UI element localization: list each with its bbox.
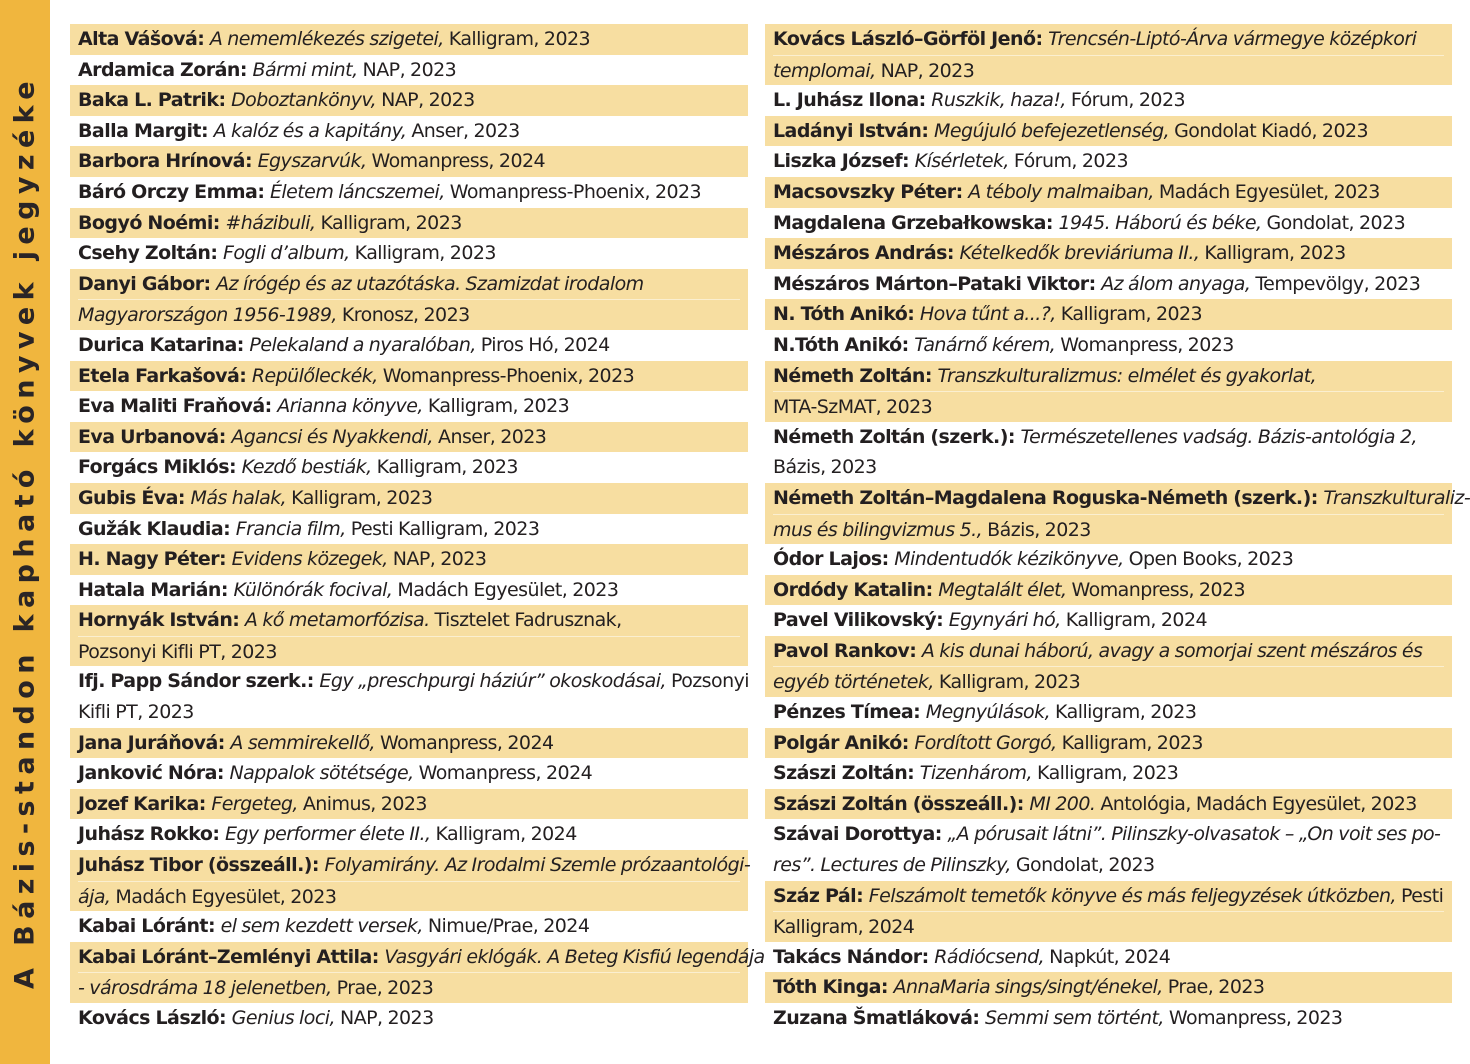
entry-line <box>78 483 740 514</box>
entry-title: - városdráma 18 jelenetben, <box>78 977 332 1000</box>
book-entry <box>765 942 1452 973</box>
entry-title: Az írógép és az utazótáska. Szamizdat irodalom <box>216 272 644 295</box>
book-entry <box>70 666 748 727</box>
entry-line <box>78 728 740 759</box>
entry-title: Egyszarvúk, <box>257 150 367 173</box>
book-entry <box>765 575 1452 606</box>
book-entry <box>70 177 748 208</box>
book-entry <box>765 361 1452 422</box>
book-entry <box>765 636 1452 697</box>
entry-author: Németh Zoltán–Magdalena Roguska-Németh (szerk.): <box>773 486 1324 509</box>
entry-author: Pavel Vilikovský: <box>773 609 949 632</box>
entry-author: Macsovszky Péter: <box>773 180 969 203</box>
entry-line <box>773 55 1444 86</box>
entry-publisher: NAP, 2023 <box>387 548 487 571</box>
entry-publisher: Anser, 2023 <box>406 119 520 142</box>
entry-author: Janković Nóra: <box>78 762 230 785</box>
entry-title: res”. Lectures de Pilinszky, <box>773 854 1011 877</box>
entry-title: Evidens közegek, <box>231 548 388 571</box>
entry-line <box>78 146 740 177</box>
entry-title: templomai, <box>773 59 876 82</box>
entry-title: Megtalált élet, <box>938 578 1067 601</box>
entry-publisher: Womanpress, 2023 <box>1055 333 1234 356</box>
entry-publisher: Kifli PT, 2023 <box>78 701 194 724</box>
book-entry <box>765 269 1452 300</box>
entry-author: Szászi Zoltán (összeáll.): <box>773 792 1030 815</box>
entry-line <box>773 697 1444 728</box>
entry-line <box>773 452 1444 483</box>
entry-line <box>773 238 1444 269</box>
book-entry <box>70 55 748 86</box>
entry-title: Egynyári hó, <box>948 609 1061 632</box>
entry-line <box>78 514 740 545</box>
entry-line <box>78 666 750 697</box>
entry-title: Felszámolt temetők könyve és más feljegyzések útközben, <box>868 884 1396 907</box>
entry-title: Tanárnő kérem, <box>914 333 1056 356</box>
entry-line <box>78 238 740 269</box>
entry-title: Kételkedők breviáriuma II., <box>959 242 1200 265</box>
entry-title: Fordított Gorgó, <box>914 731 1057 754</box>
entry-title: Nappalok sötétsége, <box>229 762 414 785</box>
entry-author: Liszka József: <box>773 150 915 173</box>
entry-line <box>773 299 1444 330</box>
entry-author: Mészáros András: <box>773 242 960 265</box>
entry-author: L. Juhász Ilona: <box>773 89 932 112</box>
book-entry <box>70 605 748 666</box>
book-entry <box>765 299 1452 330</box>
entry-author: Szászi Zoltán: <box>773 762 920 785</box>
entry-publisher: Fórum, 2023 <box>1008 150 1129 173</box>
book-entry <box>765 819 1452 880</box>
entry-title: Semmi sem történt, <box>985 1007 1164 1029</box>
entry-line <box>773 116 1444 147</box>
entry-line <box>78 330 740 361</box>
entry-title: A semmirekellő, <box>230 731 375 754</box>
entry-line <box>78 942 765 973</box>
entry-author: Hornyák István: <box>78 609 245 632</box>
entry-author: Németh Zoltán: <box>773 364 938 387</box>
book-entry <box>70 483 748 514</box>
entry-publisher: Kalligram, 2024 <box>1060 609 1208 632</box>
entry-publisher: Kalligram, 2023 <box>1199 242 1346 265</box>
entry-title: Az álom anyaga, <box>1101 272 1251 295</box>
entry-publisher: Tempevölgy, 2023 <box>1250 272 1421 295</box>
entry-title: Megújuló befejezetlenség, <box>934 119 1170 142</box>
entry-line <box>78 55 740 86</box>
entry-line <box>78 789 740 820</box>
entry-publisher: Pesti Kalligram, 2023 <box>345 517 540 540</box>
entry-line <box>773 575 1444 606</box>
entry-publisher: Kalligram, 2023 <box>286 486 433 509</box>
entry-author: Alta Vášová: <box>78 28 210 50</box>
book-entry <box>765 758 1452 789</box>
entry-line <box>773 942 1444 973</box>
entry-line <box>773 269 1444 300</box>
entry-line <box>773 850 1444 881</box>
entry-publisher: Madách Egyesület, 2023 <box>110 885 337 908</box>
book-entry <box>70 728 748 759</box>
entry-author: Jozef Karika: <box>78 792 212 815</box>
entry-title: Természetellenes vadság. Bázis-antológia 2, <box>1020 425 1418 448</box>
entry-author: N.Tóth Anikó: <box>773 333 915 356</box>
entry-line <box>78 850 751 881</box>
entry-line <box>78 85 740 116</box>
entry-publisher: Womanpress-Phoenix, 2023 <box>444 180 702 203</box>
entry-publisher: NAP, 2023 <box>334 1007 434 1029</box>
entry-publisher: Prae, 2023 <box>331 977 434 1000</box>
entry-title: Más halak, <box>190 486 287 509</box>
entry-publisher: Kalligram, 2023 <box>1055 303 1203 326</box>
entry-title: Rádiócsend, <box>934 945 1045 968</box>
book-entry <box>765 177 1452 208</box>
entry-publisher: Kalligram, 2023 <box>933 671 1081 694</box>
sidebar-title: A Bázis-standon kapható könyvek jegyzéke <box>9 75 41 989</box>
entry-line <box>78 208 740 239</box>
entry-line <box>773 361 1444 392</box>
entry-line <box>773 177 1444 208</box>
book-entry <box>70 544 748 575</box>
entry-line <box>773 146 1444 177</box>
entry-line <box>78 24 740 55</box>
entry-publisher: Womanpress-Phoenix, 2023 <box>377 364 635 387</box>
entry-publisher: Kalligram, 2023 <box>1032 762 1179 785</box>
entry-title: Magyarországon 1956-1989, <box>78 304 337 327</box>
entry-publisher: Kalligram, 2024 <box>430 823 577 846</box>
entry-title: Tizenhárom, <box>919 762 1033 785</box>
entry-line <box>78 819 740 850</box>
entry-author: Juhász Tibor (összeáll.): <box>78 854 325 877</box>
entry-author: Eva Urbanová: <box>78 425 232 448</box>
entry-title: Bármi mint, <box>252 58 358 81</box>
sidebar <box>0 0 50 1064</box>
book-entry <box>765 972 1452 1003</box>
entry-publisher: Pesti <box>1395 884 1444 907</box>
entry-title: Megnyúlások, <box>925 701 1051 724</box>
book-entry <box>765 728 1452 759</box>
book-entry <box>70 361 748 392</box>
book-entry <box>70 208 748 239</box>
entry-author: Eva Maliti Fraňová: <box>78 395 278 418</box>
entry-author: Ódor Lajos: <box>773 548 895 571</box>
entry-title: Arianna könyve, <box>277 395 423 418</box>
entry-title: Életem láncszemei, <box>269 180 445 203</box>
book-entry <box>70 452 748 483</box>
entry-publisher: Piros Hó, 2024 <box>475 333 610 356</box>
entry-line <box>773 758 1444 789</box>
entry-author: Hatala Marián: <box>78 578 234 601</box>
entry-line <box>773 819 1444 850</box>
entry-line <box>78 911 740 942</box>
entry-line <box>773 911 1444 942</box>
entry-title: Kísérletek, <box>914 150 1009 173</box>
entry-publisher: Animus, 2023 <box>297 792 427 815</box>
entry-publisher: Madách Egyesület, 2023 <box>1153 180 1380 203</box>
entry-author: N. Tóth Anikó: <box>773 303 920 326</box>
entry-title: #házibuli, <box>225 211 316 234</box>
entry-author: Kovács László: <box>78 1007 232 1029</box>
entry-title: 1945. Háború és béke, <box>1058 211 1262 234</box>
entry-publisher: Fórum, 2023 <box>1065 89 1186 112</box>
entry-author: Pavol Rankov: <box>773 639 922 662</box>
entry-title: mus és bilingvizmus 5., <box>773 518 983 541</box>
entry-line <box>78 544 740 575</box>
entry-line <box>78 605 740 636</box>
entry-title: Transzkulturaliz- <box>1323 486 1470 509</box>
book-entry <box>765 697 1452 728</box>
entry-publisher: Kalligram, 2023 <box>1050 701 1197 724</box>
entry-author: Pénzes Tímea: <box>773 701 926 724</box>
entry-publisher: Gondolat, 2023 <box>1261 211 1406 234</box>
book-entry <box>70 758 748 789</box>
book-entry <box>765 881 1452 942</box>
book-entry <box>765 544 1452 575</box>
book-entry <box>765 605 1452 636</box>
entry-author: Balla Margit: <box>78 119 214 142</box>
entry-publisher: Nimue/Prae, 2024 <box>422 915 590 938</box>
entry-line <box>773 544 1444 575</box>
book-entry <box>765 789 1452 820</box>
entry-author: Ordódy Katalin: <box>773 578 939 601</box>
entry-publisher: Anser, 2023 <box>433 425 547 448</box>
entry-author: Ifj. Papp Sándor szerk.: <box>78 670 320 693</box>
entry-author: Tóth Kinga: <box>773 976 894 999</box>
book-entry <box>70 850 751 911</box>
book-entry <box>70 514 748 545</box>
entry-author: Ardamica Zorán: <box>78 58 253 81</box>
entry-author: H. Nagy Péter: <box>78 548 232 571</box>
entry-title: A kő metamorfózisa. <box>244 609 430 632</box>
entry-line <box>78 361 740 392</box>
entry-line <box>773 208 1444 239</box>
entry-title: Egy „preschpurgi háziúr” okoskodásai, <box>319 670 666 693</box>
entry-title: A kis dunai háború, avagy a somorjai szent mészáros és <box>921 639 1423 662</box>
book-entry <box>70 391 748 422</box>
entry-publisher: Gondolat Kiadó, 2023 <box>1169 119 1369 142</box>
entry-line <box>78 758 740 789</box>
entry-line <box>773 789 1444 820</box>
entry-line <box>773 636 1444 667</box>
entry-publisher: NAP, 2023 <box>357 58 457 81</box>
entry-author: Magdalena Grzebałkowska: <box>773 211 1059 234</box>
entry-author: Csehy Zoltán: <box>78 242 223 265</box>
entry-line <box>78 1003 740 1034</box>
entry-title: Fergeteg, <box>211 792 298 815</box>
entry-author: Baka L. Patrik: <box>78 89 232 112</box>
book-entry <box>765 1003 1452 1034</box>
book-entry <box>70 85 748 116</box>
entry-title: egyéb történetek, <box>773 671 934 694</box>
entry-line <box>773 605 1444 636</box>
book-entry <box>765 422 1452 483</box>
entry-title: Doboztankönyv, <box>231 89 377 112</box>
entry-title: Fogli d’album, <box>222 242 350 265</box>
book-entry <box>70 24 748 55</box>
entry-title: Folyamirány. Az Irodalmi Szemle prózaantológi- <box>324 854 751 877</box>
entry-title: Agancsi és Nyakkendi, <box>231 425 434 448</box>
entry-author: Barbora Hrínová: <box>78 150 258 173</box>
entry-author: Szávai Dorottya: <box>773 823 948 846</box>
entry-publisher: Womanpress, 2023 <box>1066 578 1246 601</box>
entry-author: Mészáros Márton–Pataki Viktor: <box>773 272 1102 295</box>
entry-line <box>78 575 740 606</box>
entry-title: Kezdő bestiák, <box>241 456 372 479</box>
entry-publisher: Kalligram, 2023 <box>349 242 496 265</box>
book-entry <box>70 269 748 330</box>
entry-title: A téboly malmaiban, <box>968 180 1154 203</box>
entry-title: Különórák focival, <box>233 578 393 601</box>
entry-publisher: Bázis, 2023 <box>982 518 1091 541</box>
book-list-left <box>70 24 765 1034</box>
entry-author: Etela Farkašová: <box>78 364 252 387</box>
entry-title: A kalóz és a kapitány, <box>213 119 407 142</box>
entry-author: Jana Juráňová: <box>78 731 231 754</box>
book-entry <box>765 24 1452 85</box>
entry-author: Száz Pál: <box>773 884 869 907</box>
entry-title: Pelekaland a nyaralóban, <box>249 333 476 356</box>
entry-title: Repülőleckék, <box>251 364 378 387</box>
entry-line <box>78 269 740 300</box>
entry-publisher: Kalligram, 2023 <box>315 211 462 234</box>
entry-publisher: Napkút, 2024 <box>1044 945 1171 968</box>
entry-title: Francia film, <box>235 517 346 540</box>
entry-author: Forgács Miklós: <box>78 456 242 479</box>
entry-publisher: Kalligram, 2023 <box>371 456 518 479</box>
entry-author: Gužák Klaudia: <box>78 517 236 540</box>
entry-line <box>773 330 1444 361</box>
entry-author: Kovács László–Görföl Jenő: <box>773 28 1049 50</box>
book-entry <box>765 208 1452 239</box>
book-entry <box>765 483 1470 544</box>
entry-publisher: Open Books, 2023 <box>1123 548 1294 571</box>
entry-author: Bogyó Noémi: <box>78 211 226 234</box>
book-entry <box>70 789 748 820</box>
entry-line <box>773 881 1444 912</box>
book-entry <box>70 238 748 269</box>
entry-author: Báró Orczy Emma: <box>78 180 270 203</box>
entry-line <box>773 85 1444 116</box>
book-entry <box>765 116 1452 147</box>
entry-publisher: Womanpress, 2023 <box>1163 1007 1343 1029</box>
entry-author: Zuzana Šmatláková: <box>773 1007 986 1029</box>
entry-publisher: NAP, 2023 <box>875 59 975 82</box>
book-entry <box>765 146 1452 177</box>
entry-line <box>78 422 740 453</box>
entry-title: Hova tűnt a...?, <box>919 303 1056 326</box>
book-entry <box>765 238 1452 269</box>
entry-publisher: Womanpress, 2024 <box>374 731 554 754</box>
entry-line <box>78 881 740 912</box>
entry-title: Trencsén-Liptó-Árva vármegye középkori <box>1048 28 1417 50</box>
entry-author: Kabai Lóránt–Zemlényi Attila: <box>78 945 385 968</box>
entry-publisher: Womanpress, 2024 <box>366 150 546 173</box>
entry-publisher: Bázis, 2023 <box>773 456 877 479</box>
entry-line <box>78 116 740 147</box>
book-entry <box>70 1003 748 1034</box>
entry-publisher: Madách Egyesület, 2023 <box>392 578 619 601</box>
book-entry <box>70 422 748 453</box>
entry-line <box>773 514 1444 545</box>
entry-author: Ladányi István: <box>773 119 934 142</box>
entry-line <box>773 483 1470 514</box>
book-entry <box>70 575 748 606</box>
entry-line <box>78 636 740 667</box>
entry-line <box>773 24 1444 55</box>
entry-author: Németh Zoltán (szerk.): <box>773 425 1021 448</box>
entry-title: A nememlékezés szigetei, <box>209 28 444 50</box>
entry-publisher: Tisztelet Fadrusznak, <box>429 609 622 632</box>
entry-line <box>78 391 740 422</box>
entry-publisher: Kalligram, 2023 <box>422 395 570 418</box>
entry-title: el sem kezdett versek, <box>220 915 423 938</box>
entry-publisher: Prae, 2023 <box>1162 976 1265 999</box>
entry-publisher: Kalligram, 2023 <box>1056 731 1203 754</box>
book-entry <box>765 85 1452 116</box>
entry-line <box>773 728 1444 759</box>
entry-line <box>78 177 740 208</box>
entry-publisher: Kronosz, 2023 <box>336 304 470 327</box>
entry-line <box>773 666 1444 697</box>
book-entry <box>70 819 748 850</box>
entry-publisher: Kalligram, 2024 <box>773 916 915 939</box>
entry-title: Vasgyári eklógák. A Beteg Kisfiú legendája <box>384 945 765 968</box>
entry-publisher: Pozsonyi Kifli PT, 2023 <box>78 640 277 663</box>
book-entry <box>765 330 1452 361</box>
book-entry <box>70 116 748 147</box>
entry-author: Durica Katarina: <box>78 333 250 356</box>
entry-line <box>773 422 1444 453</box>
entry-title: AnnaMaria sings/singt/énekel, <box>893 976 1163 999</box>
entry-author: Gubis Éva: <box>78 486 191 509</box>
entry-line <box>773 972 1444 1003</box>
entry-line <box>773 1003 1444 1034</box>
book-list-right <box>765 24 1470 1034</box>
entry-publisher: Pozsonyi <box>665 670 750 693</box>
book-entry <box>70 942 765 1003</box>
entry-publisher: Kalligram, 2023 <box>443 28 591 50</box>
entry-author: Polgár Anikó: <box>773 731 915 754</box>
entry-author: Kabai Lóránt: <box>78 915 221 938</box>
entry-title: Genius loci, <box>231 1007 335 1029</box>
entry-title: Ruszkik, haza!, <box>931 89 1066 112</box>
entry-title: MI 200. <box>1029 792 1096 815</box>
entry-title: Mindentudók kézikönyve, <box>894 548 1124 571</box>
entry-publisher: MTA-SzMAT, 2023 <box>773 396 933 419</box>
entry-publisher: Antológia, Madách Egyesület, 2023 <box>1095 792 1417 815</box>
book-entry <box>70 330 748 361</box>
entry-title: Egy performer élete II., <box>224 823 431 846</box>
entry-author: Takács Nándor: <box>773 945 935 968</box>
entry-author: Juhász Rokko: <box>78 823 225 846</box>
entry-publisher: NAP, 2023 <box>376 89 475 112</box>
entry-title: ája, <box>78 885 111 908</box>
entry-author: Danyi Gábor: <box>78 272 217 295</box>
entry-line <box>78 697 740 728</box>
entry-title: Transzkulturalizmus: elmélet és gyakorlat, <box>937 364 1317 387</box>
book-entry <box>70 146 748 177</box>
entry-line <box>773 391 1444 422</box>
entry-publisher: Womanpress, 2024 <box>413 762 593 785</box>
entry-line <box>78 452 740 483</box>
entry-line <box>78 299 740 330</box>
entry-publisher: Gondolat, 2023 <box>1010 854 1155 877</box>
book-entry <box>70 911 748 942</box>
entry-title: „A pórusait látni”. Pilinszky-olvasatok – „On voit ses po- <box>947 823 1441 846</box>
entry-line <box>78 972 740 1003</box>
